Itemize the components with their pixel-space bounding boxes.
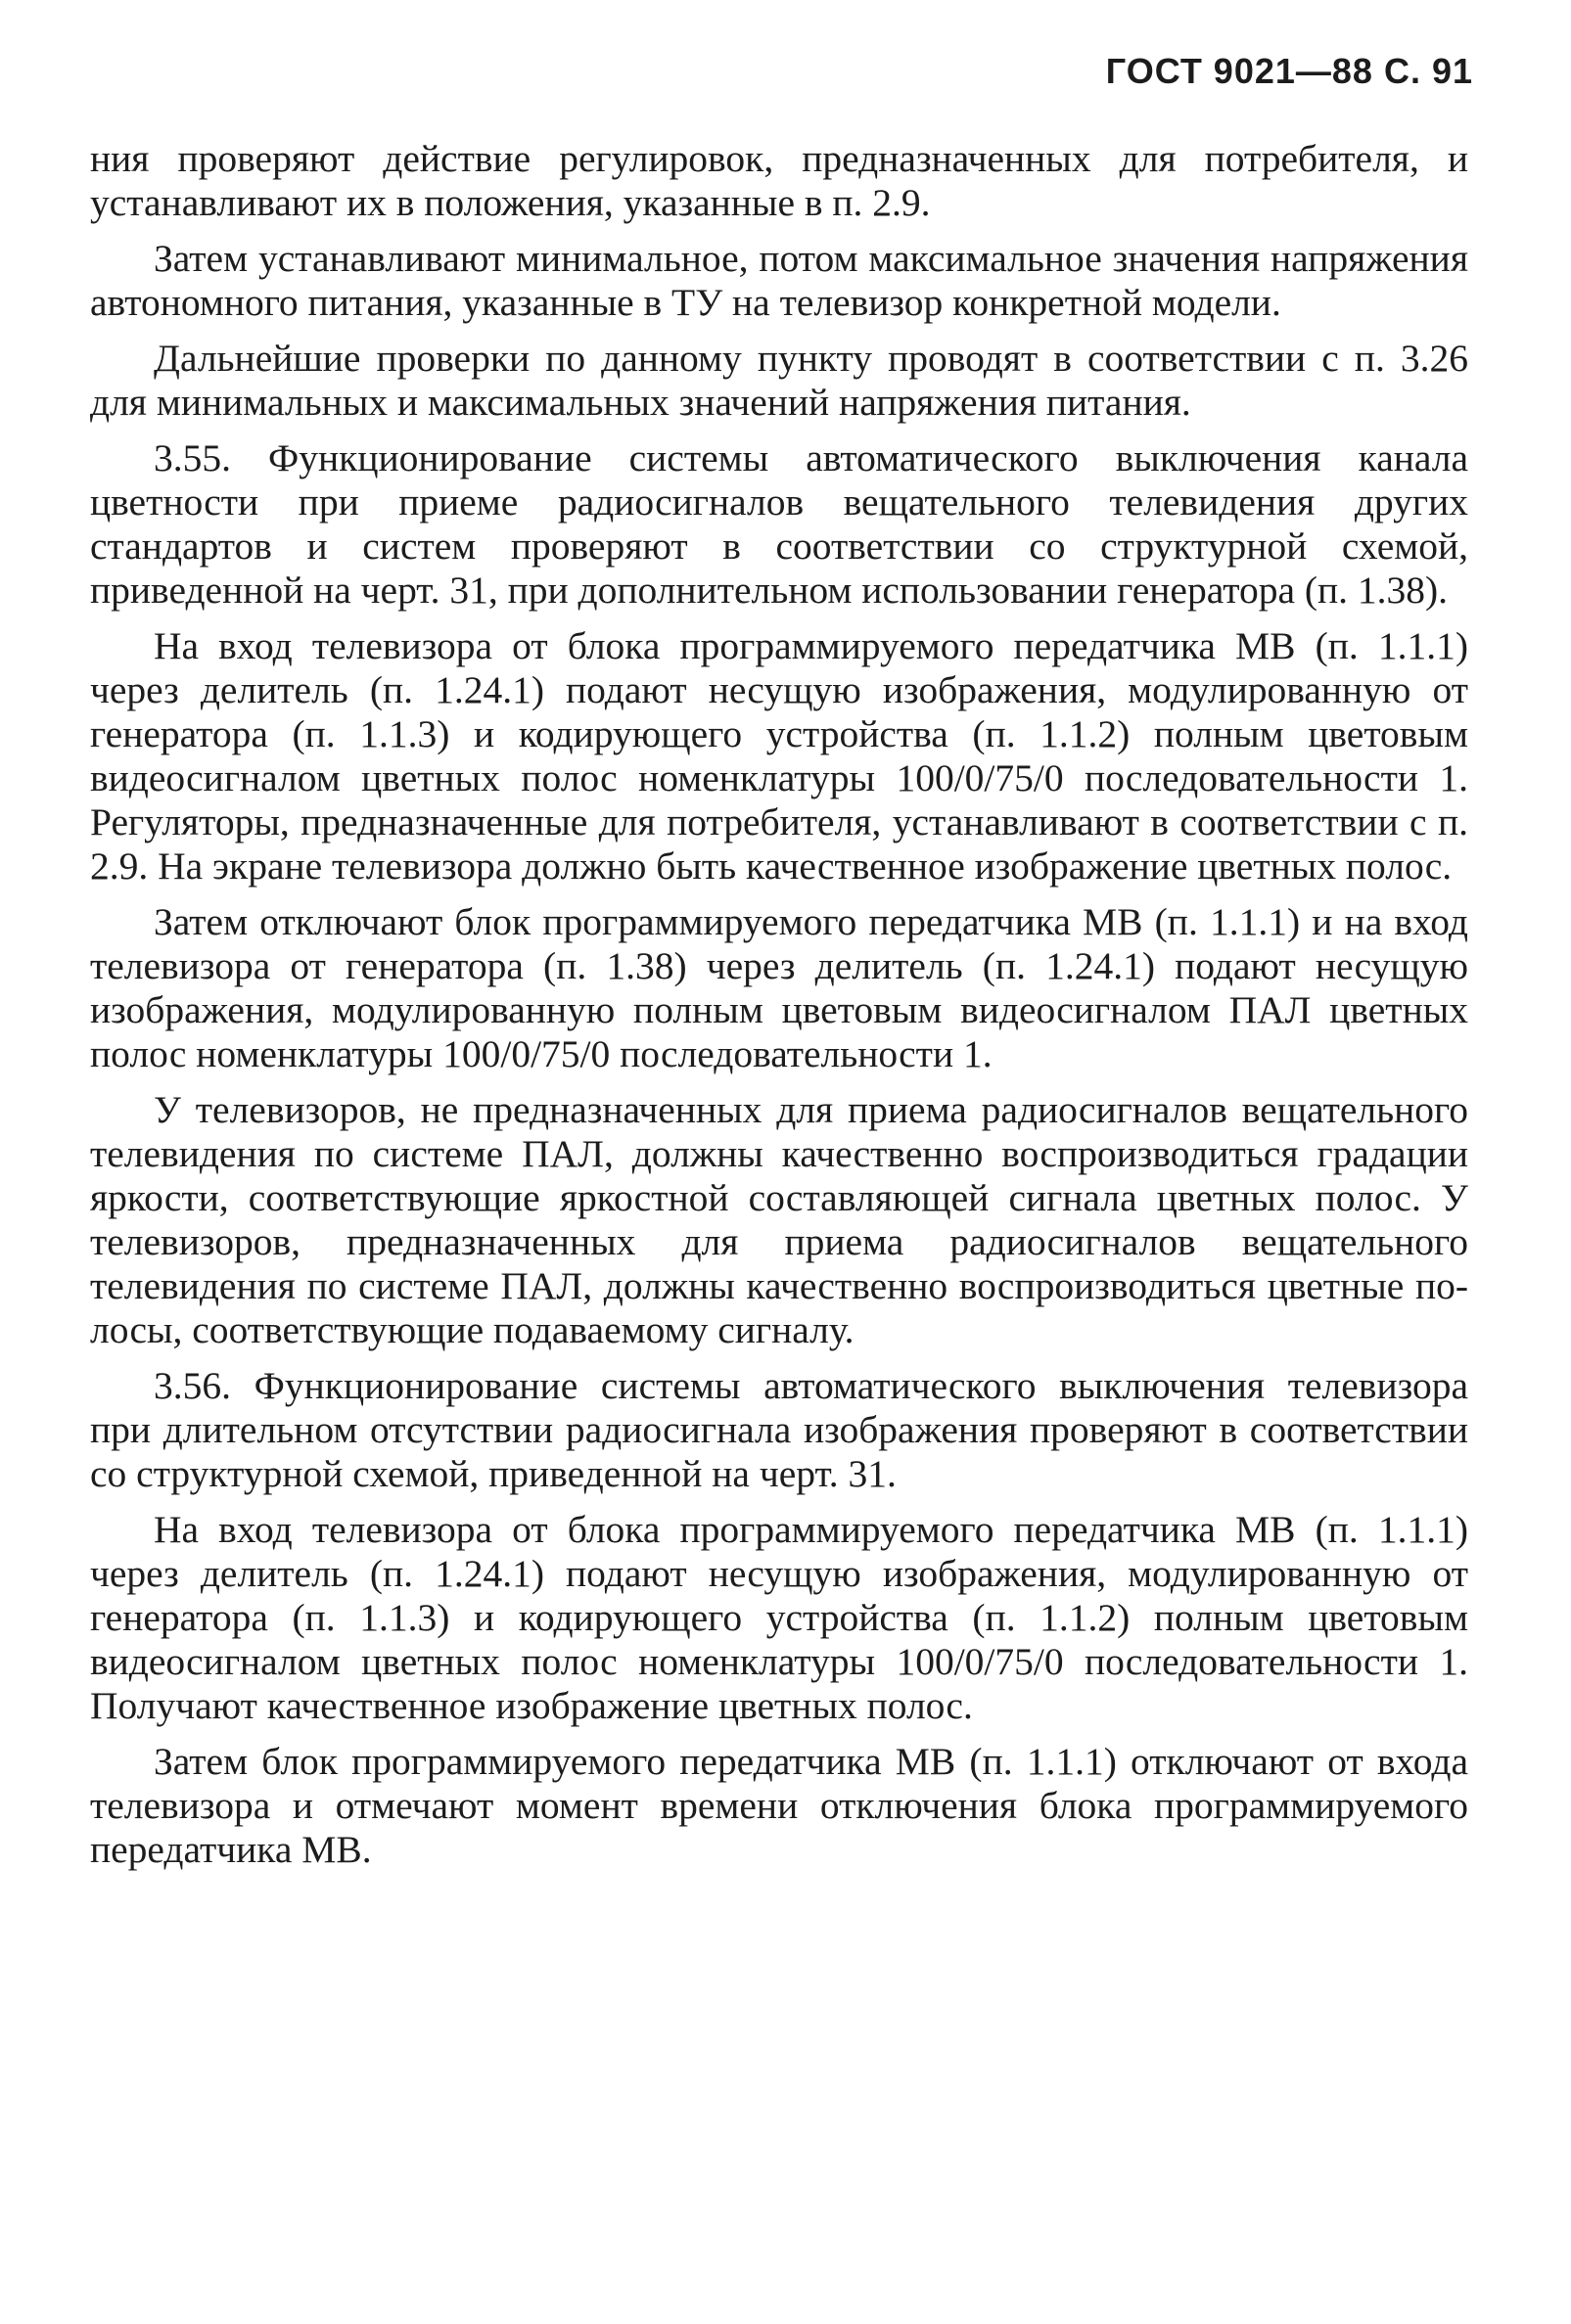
paragraph: Затем устанавливают минимальное, потом максимальное значения напряжения автономного питания, указанные в ТУ на телевизор конкретной модели. [90,237,1468,324]
paragraph: На вход телевизора от блока программируемого передатчика МВ (п. 1.1.1) через делитель (п. 1.24.1) подают несущую изображения, модулированную от генератора (п. 1.1.3) и кодирующего устройства (п. 1.1.2) полным цветовым видеосигналом цветных полос номенклатуры 100/0/75/0 последовательности 1. Получают качественное изображение цветных полос. [90,1508,1468,1727]
paragraph-clause-3-56: 3.56. Функционирование системы автоматического выключения телевизора при длительном отсутствии радиосигнала изображения проверяют в соответствии со структурной схемой, приведенной на черт. 31. [90,1364,1468,1495]
paragraph: Затем отключают блок программируемого передатчика МВ (п. 1.1.1) и на вход телевизора от генератора (п. 1.38) через делитель (п. 1.24.1) подают несущую изображения, модулированную полным цветовым видеосигналом ПАЛ цветных полос номенклатуры 100/0/75/0 последовательности 1. [90,900,1468,1075]
paragraph: Дальнейшие проверки по данному пункту проводят в соответствии с п. 3.26 для минимальных и максимальных значений напряжения питания. [90,337,1468,424]
paragraph: У телевизоров, не предназначенных для приема радиосигналов вещательного телевидения по системе ПАЛ, должны качественно воспроизводиться градации яркости, соответствующие яркостной составляющей сигнала цветных полос. У телевизоров, предназначенных для приема радиосигналов вещательного телевидения по системе ПАЛ, должны качественно воспроизводиться цветные полосы, соответствующие подаваемому сигналу. [90,1088,1468,1351]
document-body [90,137,1468,1884]
paragraph: На вход телевизора от блока программируемого передатчика МВ (п. 1.1.1) через делитель (п. 1.24.1) подают несущую изображения, модулированную от генератора (п. 1.1.3) и кодирующего устройства (п. 1.1.2) полным цветовым видеосигналом цветных полос номенклатуры 100/0/75/0 последовательности 1. Регуляторы, предназначенные для потребителя, устанавливают в соответствии с п. 2.9. На экране телевизора должно быть качественное изображение цветных полос. [90,624,1468,888]
paragraph: Затем блок программируемого передатчика МВ (п. 1.1.1) отключают от входа телевизора и отмечают момент времени отключения блока программируемого передатчика МВ. [90,1740,1468,1871]
page-header: ГОСТ 9021—88 С. 91 [1105,51,1473,91]
paragraph-clause-3-55: 3.55. Функционирование системы автоматического выключения канала цветности при приеме радиосигналов вещательного телевидения других стандартов и систем проверяют в соответствии со структурной схемой, приведенной на черт. 31, при дополнительном использовании генератора (п. 1.38). [90,436,1468,612]
paragraph-continuation: ния проверяют действие регулировок, предназначенных для потребителя, и устанавливают их в положения, указанные в п. 2.9. [90,137,1468,224]
